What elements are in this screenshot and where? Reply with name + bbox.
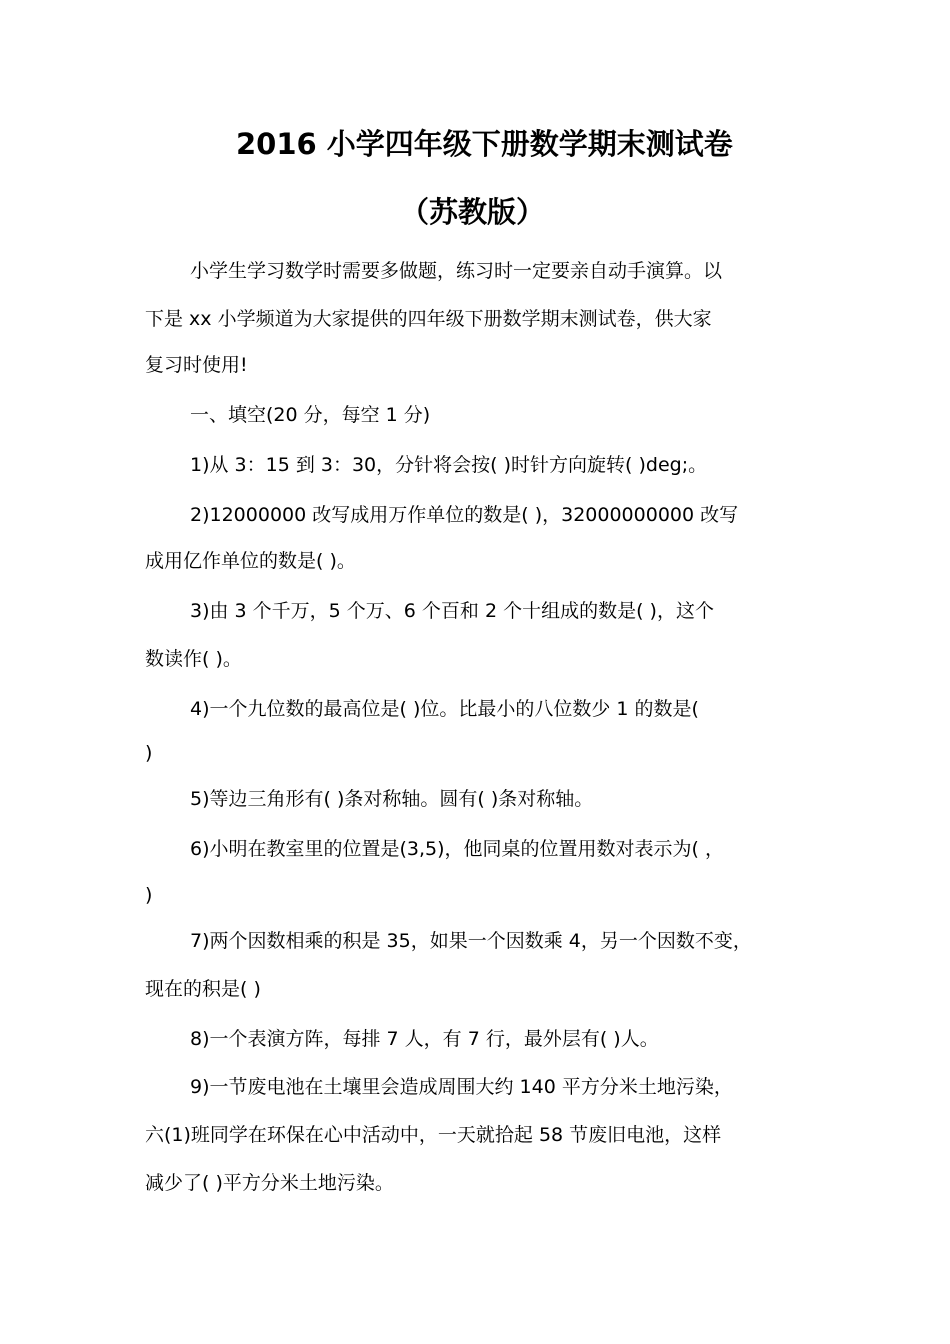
- question-7-line-2: 现在的积是( ): [145, 978, 261, 1000]
- question-4-line-2: ): [145, 742, 153, 764]
- question-6-line-1: 6)小明在教室里的位置是(3,5)，他同桌的位置用数对表示为( ，: [190, 838, 724, 860]
- question-2-line-2: 成用亿作单位的数是( )。: [145, 550, 356, 572]
- document-title: 2016 小学四年级下册数学期末测试卷: [236, 127, 733, 161]
- question-3-line-2: 数读作( )。: [145, 648, 242, 670]
- question-7-line-1: 7)两个因数相乘的积是 35，如果一个因数乘 4，另一个因数不变，: [190, 930, 752, 952]
- question-9-line-2: 六(1)班同学在环保在心中活动中，一天就拾起 58 节废旧电池，这样: [145, 1124, 722, 1146]
- intro-line-1: 小学生学习数学时需要多做题，练习时一定要亲自动手演算。以: [190, 260, 723, 282]
- intro-line-3: 复习时使用!: [145, 354, 248, 376]
- question-1: 1)从 3：15 到 3：30，分针将会按( )时针方向旋转( )deg;。: [190, 454, 708, 476]
- question-3-line-1: 3)由 3 个千万，5 个万、6 个百和 2 个十组成的数是( )，这个: [190, 600, 714, 622]
- question-6-line-2: ): [145, 884, 153, 906]
- intro-line-2: 下是 xx 小学频道为大家提供的四年级下册数学期末测试卷，供大家: [145, 308, 712, 330]
- document-subtitle: （苏教版）: [400, 195, 546, 229]
- question-9-line-1: 9)一节废电池在土壤里会造成周围大约 140 平方分米土地污染，: [190, 1076, 733, 1098]
- question-2-line-1: 2)12000000 改写成用万作单位的数是( )，32000000000 改写: [190, 504, 739, 526]
- question-8: 8)一个表演方阵，每排 7 人，有 7 行，最外层有( )人。: [190, 1028, 659, 1050]
- question-5: 5)等边三角形有( )条对称轴。圆有( )条对称轴。: [190, 788, 594, 810]
- section-heading: 一、填空(20 分，每空 1 分): [190, 404, 431, 426]
- question-4-line-1: 4)一个九位数的最高位是( )位。比最小的八位数少 1 的数是(: [190, 698, 699, 720]
- question-9-line-3: 减少了( )平方分米土地污染。: [145, 1172, 394, 1194]
